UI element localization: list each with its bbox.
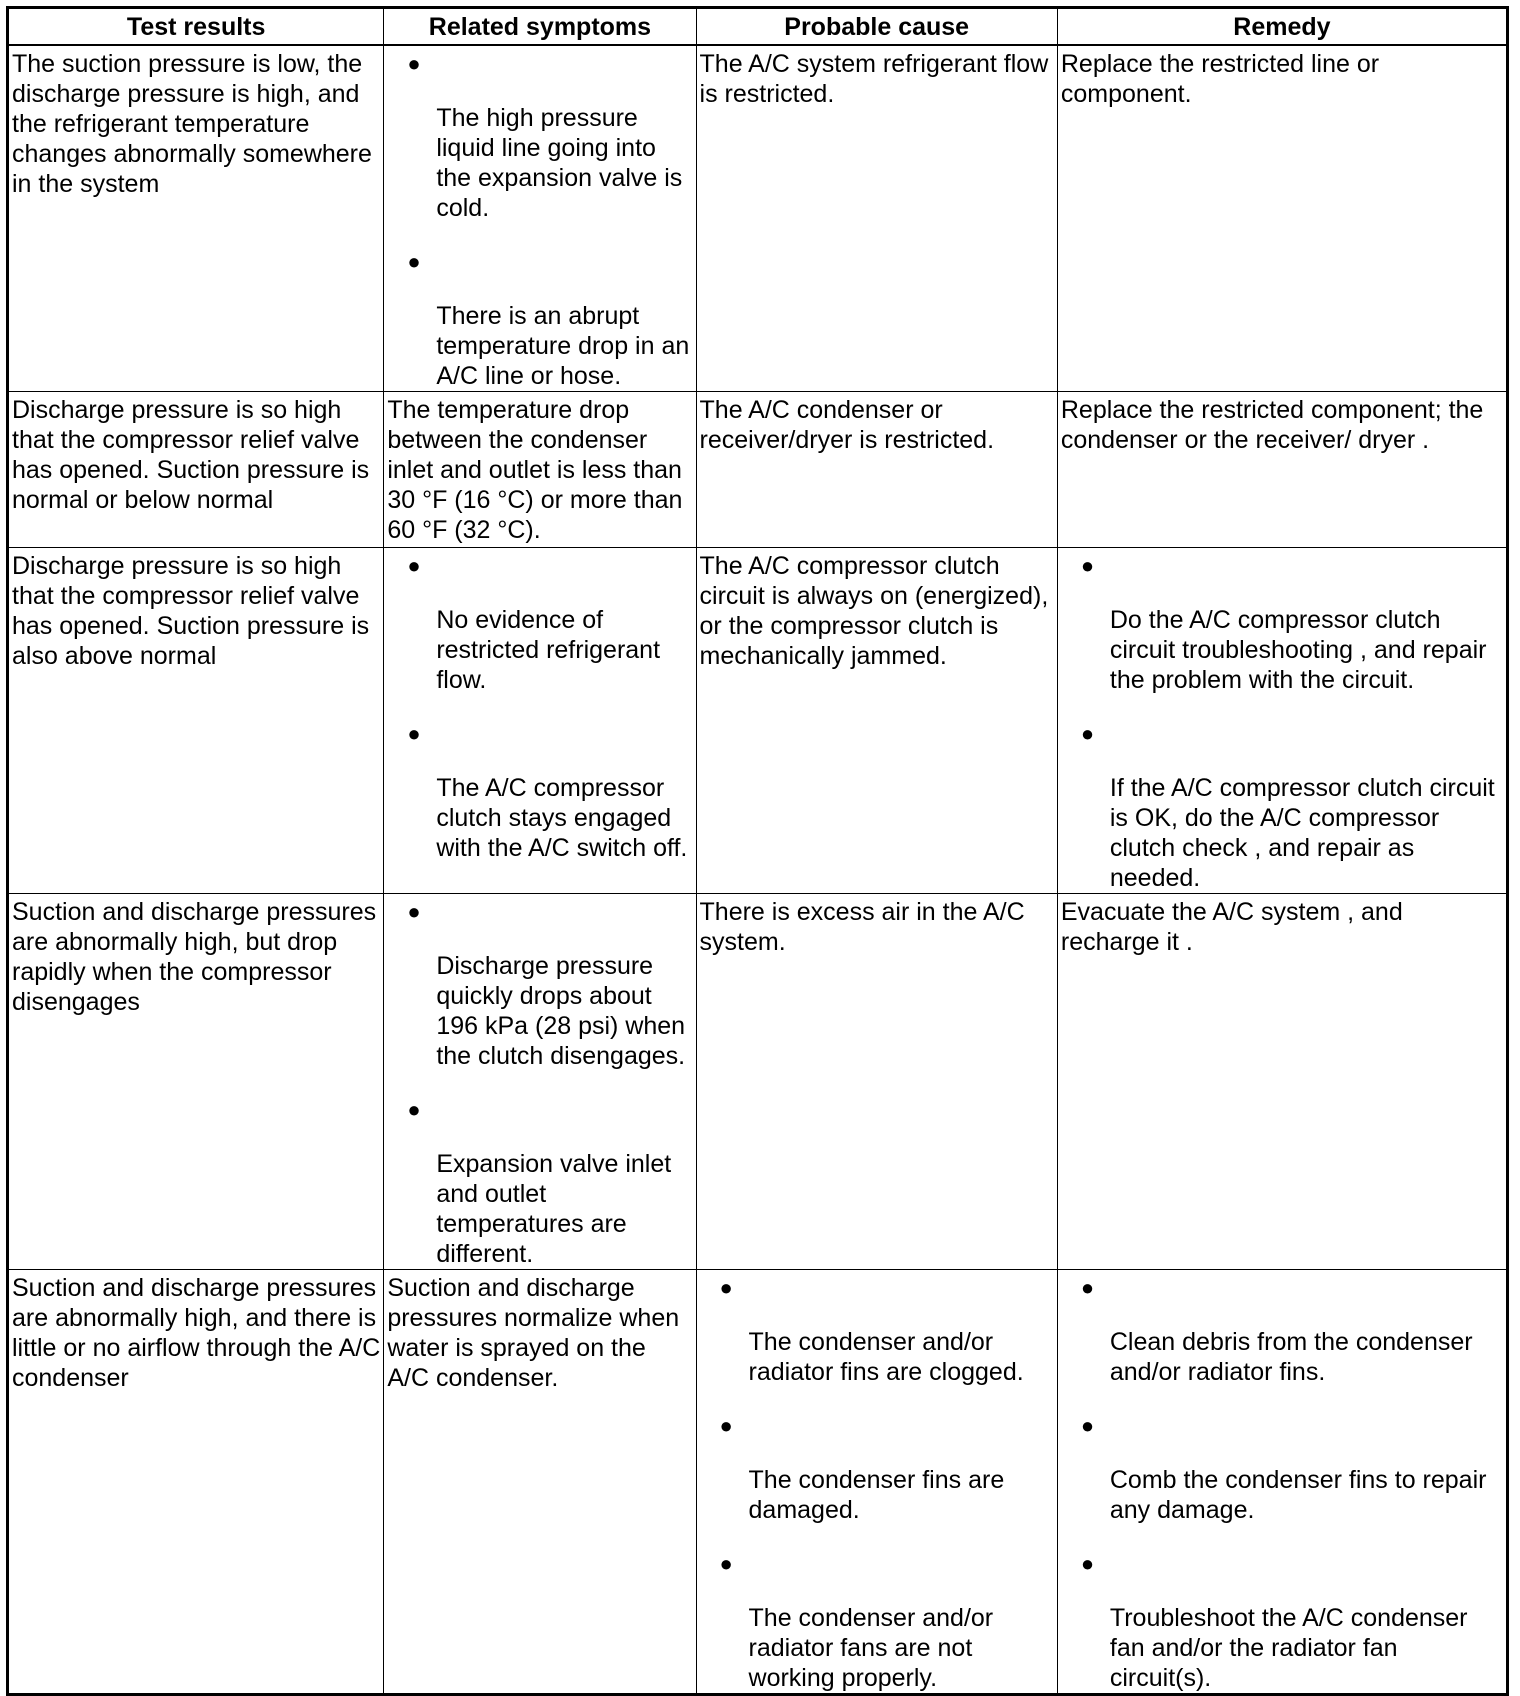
symptom-list (387, 551, 692, 863)
list-item (387, 1095, 692, 1269)
bullet-icon: ● (1080, 553, 1095, 578)
remedy-text: Clean debris from the condenser and/or radiator fins. (1109, 1328, 1473, 1386)
list-item (1061, 551, 1503, 695)
cause-cell (696, 1270, 1057, 1695)
symptom-text: Expansion valve inlet and outlet temperatures are different. (436, 1150, 672, 1268)
bullet-icon: ● (719, 1275, 733, 1300)
bullet-icon: ● (407, 553, 421, 578)
header-row (8, 8, 1508, 46)
diagnosis-sheet (6, 6, 1509, 1692)
remedy-text: Do the A/C compressor clutch circuit troubleshooting , and repair the problem with the circuit. (1109, 606, 1487, 694)
symptoms-cell: Suction and discharge pressures normalize when water is sprayed on the A/C condenser. (384, 1270, 696, 1695)
cause-text: The condenser and/or radiator fins are clogged. (748, 1328, 1024, 1386)
symptom-list (387, 897, 692, 1269)
bullet-icon: ● (1080, 1551, 1095, 1576)
table-row (8, 548, 1508, 894)
symptom-text: Discharge pressure quickly drops about 196 kPa (28 psi) when the clutch disengages. (436, 952, 686, 1070)
header-related-symptoms: Related symptoms (384, 8, 696, 46)
list-item (1061, 1273, 1503, 1387)
list-item (1061, 1411, 1503, 1525)
bullet-icon: ● (1080, 1413, 1095, 1438)
header-probable-cause: Probable cause (696, 8, 1057, 46)
bullet-icon: ● (719, 1551, 733, 1576)
list-item (387, 49, 692, 223)
cause-text: The condenser and/or radiator fans are not working properly. (748, 1604, 994, 1692)
test-result-cell: Discharge pressure is so high that the compressor relief valve has opened. Suction pressure is normal or below normal (8, 392, 384, 548)
remedy-cell (1057, 1270, 1507, 1695)
bullet-icon: ● (1080, 721, 1095, 746)
table-row (8, 45, 1508, 392)
bullet-icon: ● (407, 721, 421, 746)
list-item (700, 1411, 1054, 1525)
test-result-cell: Suction and discharge pressures are abnormally high, and there is little or no airflow through the A/C condenser (8, 1270, 384, 1695)
remedy-cell (1057, 548, 1507, 894)
list-item (387, 551, 692, 695)
symptoms-cell: The temperature drop between the condenser inlet and outlet is less than 30 °F (16 °C) or more than 60 °F (32 °C). (384, 392, 696, 548)
list-item (700, 1273, 1054, 1387)
bullet-icon: ● (719, 1413, 733, 1438)
symptom-list (387, 49, 692, 391)
remedy-cell: Replace the restricted component; the condenser or the receiver/ dryer . (1057, 392, 1507, 548)
remedy-text: Troubleshoot the A/C condenser fan and/or the radiator fan circuit(s). (1109, 1604, 1468, 1692)
symptoms-cell (384, 894, 696, 1270)
bullet-icon: ● (407, 249, 421, 274)
bullet-icon: ● (407, 51, 421, 76)
list-item (387, 897, 692, 1071)
cause-text: The condenser fins are damaged. (748, 1466, 1005, 1524)
table-row (8, 894, 1508, 1270)
remedy-cell: Replace the restricted line or component. (1057, 45, 1507, 392)
list-item (387, 247, 692, 391)
cause-cell: There is excess air in the A/C system. (696, 894, 1057, 1270)
remedy-cell: Evacuate the A/C system , and recharge it . (1057, 894, 1507, 1270)
list-item (387, 719, 692, 863)
bullet-icon: ● (407, 899, 421, 924)
cause-list (700, 1273, 1054, 1693)
table-row (8, 392, 1508, 548)
bullet-icon: ● (407, 1097, 421, 1122)
symptoms-cell (384, 548, 696, 894)
list-item (1061, 719, 1503, 893)
remedy-text: If the A/C compressor clutch circuit is OK, do the A/C compressor clutch check , and repair as needed. (1109, 774, 1495, 892)
remedy-list (1061, 551, 1503, 893)
bullet-icon: ● (1080, 1275, 1095, 1300)
table-row (8, 1270, 1508, 1695)
remedy-list (1061, 1273, 1503, 1693)
symptom-text: There is an abrupt temperature drop in an A/C line or hose. (436, 302, 690, 390)
test-result-cell: Discharge pressure is so high that the compressor relief valve has opened. Suction pressure is also above normal (8, 548, 384, 894)
list-item (700, 1549, 1054, 1693)
ac-diagnosis-table (6, 6, 1509, 1696)
cause-cell: The A/C compressor clutch circuit is always on (energized), or the compressor clutch is mechanically jammed. (696, 548, 1057, 894)
test-result-cell: Suction and discharge pressures are abnormally high, but drop rapidly when the compressor disengages (8, 894, 384, 1270)
symptom-text: No evidence of restricted refrigerant flow. (436, 606, 661, 694)
symptoms-cell (384, 45, 696, 392)
header-test-results: Test results (8, 8, 384, 46)
symptom-text: The high pressure liquid line going into the expansion valve is cold. (436, 104, 683, 222)
remedy-text: Comb the condenser fins to repair any damage. (1109, 1466, 1487, 1524)
symptom-text: The A/C compressor clutch stays engaged with the A/C switch off. (436, 774, 688, 862)
header-remedy: Remedy (1057, 8, 1507, 46)
cause-cell: The A/C condenser or receiver/dryer is restricted. (696, 392, 1057, 548)
cause-cell: The A/C system refrigerant flow is restricted. (696, 45, 1057, 392)
test-result-cell: The suction pressure is low, the discharge pressure is high, and the refrigerant temperature changes abnormally somewhere in the system (8, 45, 384, 392)
list-item (1061, 1549, 1503, 1693)
